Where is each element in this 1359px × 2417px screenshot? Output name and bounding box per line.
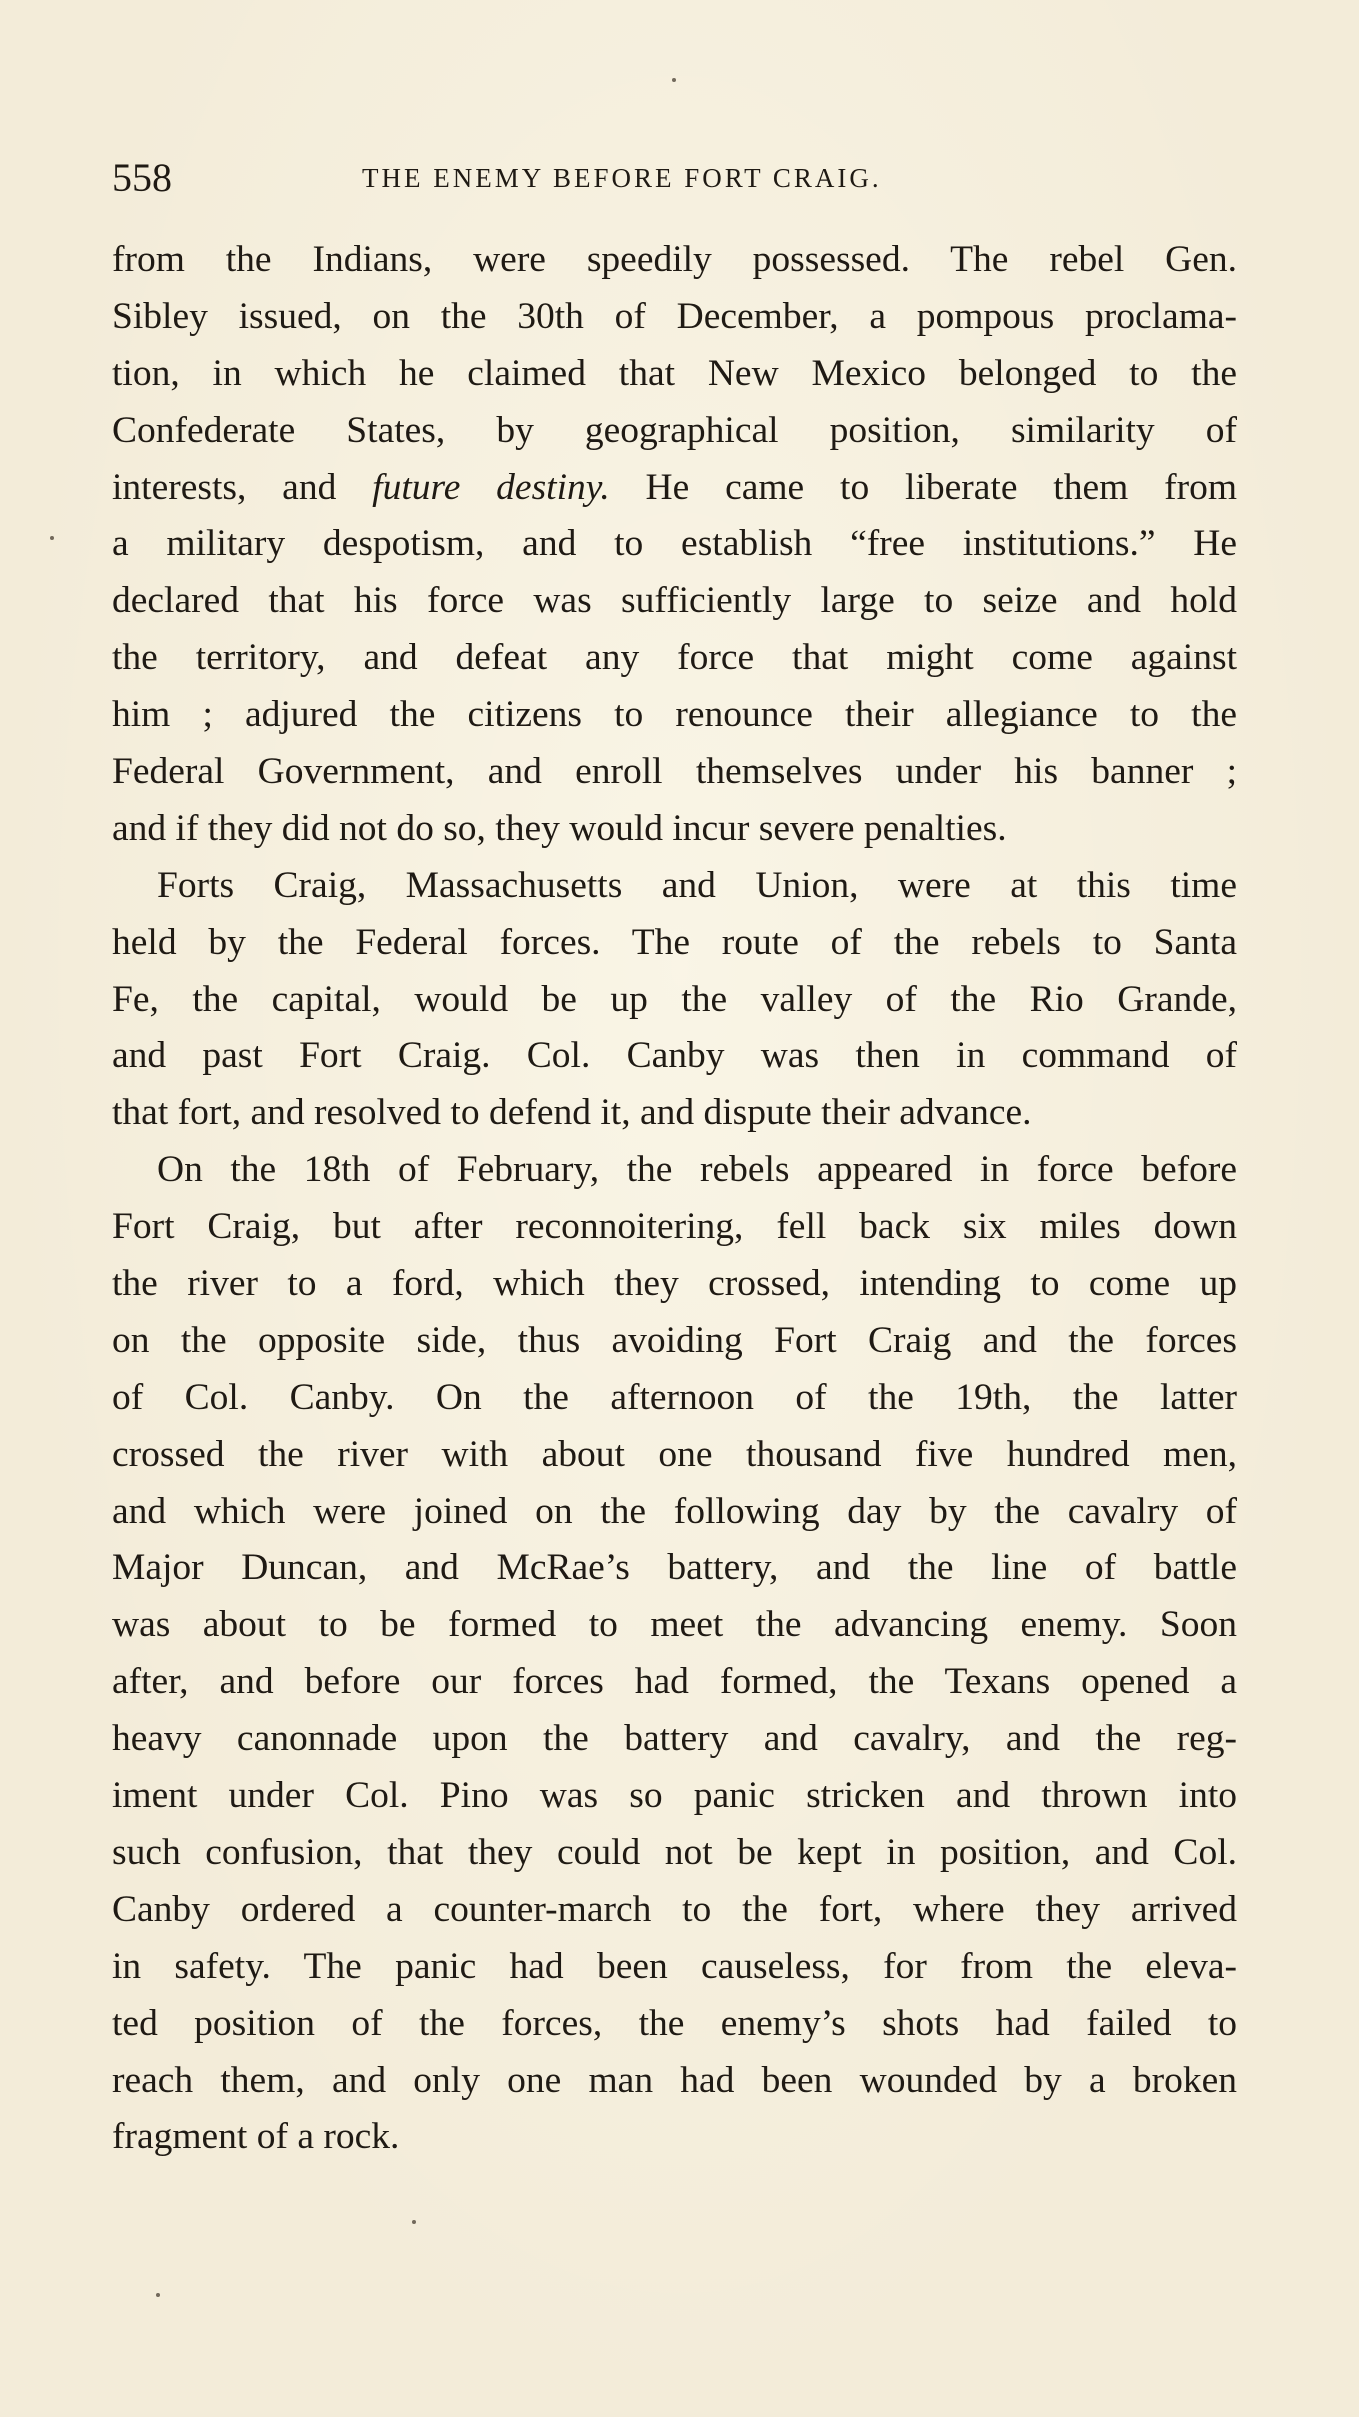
text-line: declared that his force was sufficiently large to seize and hold bbox=[112, 580, 1237, 622]
text-line: was about to be formed to meet the advancing enemy. Soon bbox=[112, 1604, 1237, 1646]
page-header bbox=[112, 148, 1237, 208]
body-text bbox=[112, 232, 1237, 2166]
text-line bbox=[112, 460, 1237, 517]
text-segment: He came to liberate them from bbox=[609, 466, 1237, 508]
text-line: Major Duncan, and McRae’s battery, and the line of battle bbox=[112, 1547, 1237, 1589]
text-line: and if they did not do so, they would incur severe penalties. bbox=[112, 807, 1007, 849]
text-line: crossed the river with about one thousand five hundred men, bbox=[112, 1433, 1237, 1475]
text-line: of Col. Canby. On the afternoon of the 19th, the latter bbox=[112, 1376, 1237, 1418]
page-number: 558 bbox=[112, 155, 172, 200]
text-line: Confederate States, by geographical position, similarity of bbox=[112, 409, 1237, 451]
text-line: such confusion, that they could not be kept in position, and Col. bbox=[112, 1831, 1237, 1873]
text-line: Canby ordered a counter-march to the fort, where they arrived bbox=[112, 1888, 1237, 1930]
text-line: from the Indians, were speedily possessed. The rebel Gen. bbox=[112, 239, 1237, 280]
text-line: after, and before our forces had formed, the Texans opened a bbox=[112, 1661, 1237, 1703]
paragraph-start: Forts Craig, Massachusetts and Union, were at this time bbox=[157, 864, 1237, 906]
text-segment: interests, and bbox=[112, 466, 337, 508]
text-line: in safety. The panic had been causeless, for from the eleva- bbox=[112, 1945, 1237, 1987]
paper-speck bbox=[672, 78, 676, 82]
italic-text: future destiny. bbox=[372, 466, 610, 508]
text-line: that fort, and resolved to defend it, and dispute their advance. bbox=[112, 1092, 1032, 1134]
text-line: reach them, and only one man had been wounded by a broken bbox=[112, 2059, 1237, 2101]
running-head: THE ENEMY BEFORE FORT CRAIG. bbox=[362, 163, 882, 193]
text-line: the territory, and defeat any force that might come against bbox=[112, 637, 1237, 679]
text-line: and past Fort Craig. Col. Canby was then in command of bbox=[112, 1035, 1237, 1077]
text-line: tion, in which he claimed that New Mexico belonged to the bbox=[112, 352, 1237, 394]
text-line: Federal Government, and enroll themselves under his banner ; bbox=[112, 751, 1237, 793]
text-line: him ; adjured the citizens to renounce their allegiance to the bbox=[112, 694, 1237, 736]
text-line: Fort Craig, but after reconnoitering, fell back six miles down bbox=[112, 1206, 1237, 1248]
paper-speck bbox=[50, 536, 54, 540]
text-line: iment under Col. Pino was so panic stricken and thrown into bbox=[112, 1775, 1237, 1817]
text-line: Sibley issued, on the 30th of December, a pompous proclama- bbox=[112, 295, 1237, 337]
text-line: ted position of the forces, the enemy’s shots had failed to bbox=[112, 2002, 1237, 2044]
text-line: on the opposite side, thus avoiding Fort Craig and the forces bbox=[112, 1319, 1237, 1361]
text-line: fragment of a rock. bbox=[112, 2116, 400, 2158]
paper-speck bbox=[412, 2220, 416, 2224]
paragraph-start: On the 18th of February, the rebels appeared in force before bbox=[157, 1149, 1237, 1191]
text-line: and which were joined on the following day by the cavalry of bbox=[112, 1490, 1237, 1532]
text-line: heavy canonnade upon the battery and cavalry, and the reg- bbox=[112, 1718, 1237, 1760]
text-line: a military despotism, and to establish “free institutions.” He bbox=[112, 523, 1237, 565]
text-line: Fe, the capital, would be up the valley of the Rio Grande, bbox=[112, 978, 1237, 1020]
text-line: the river to a ford, which they crossed, intending to come up bbox=[112, 1263, 1237, 1305]
text-line: held by the Federal forces. The route of the rebels to Santa bbox=[112, 921, 1237, 963]
paper-speck bbox=[156, 2293, 160, 2297]
